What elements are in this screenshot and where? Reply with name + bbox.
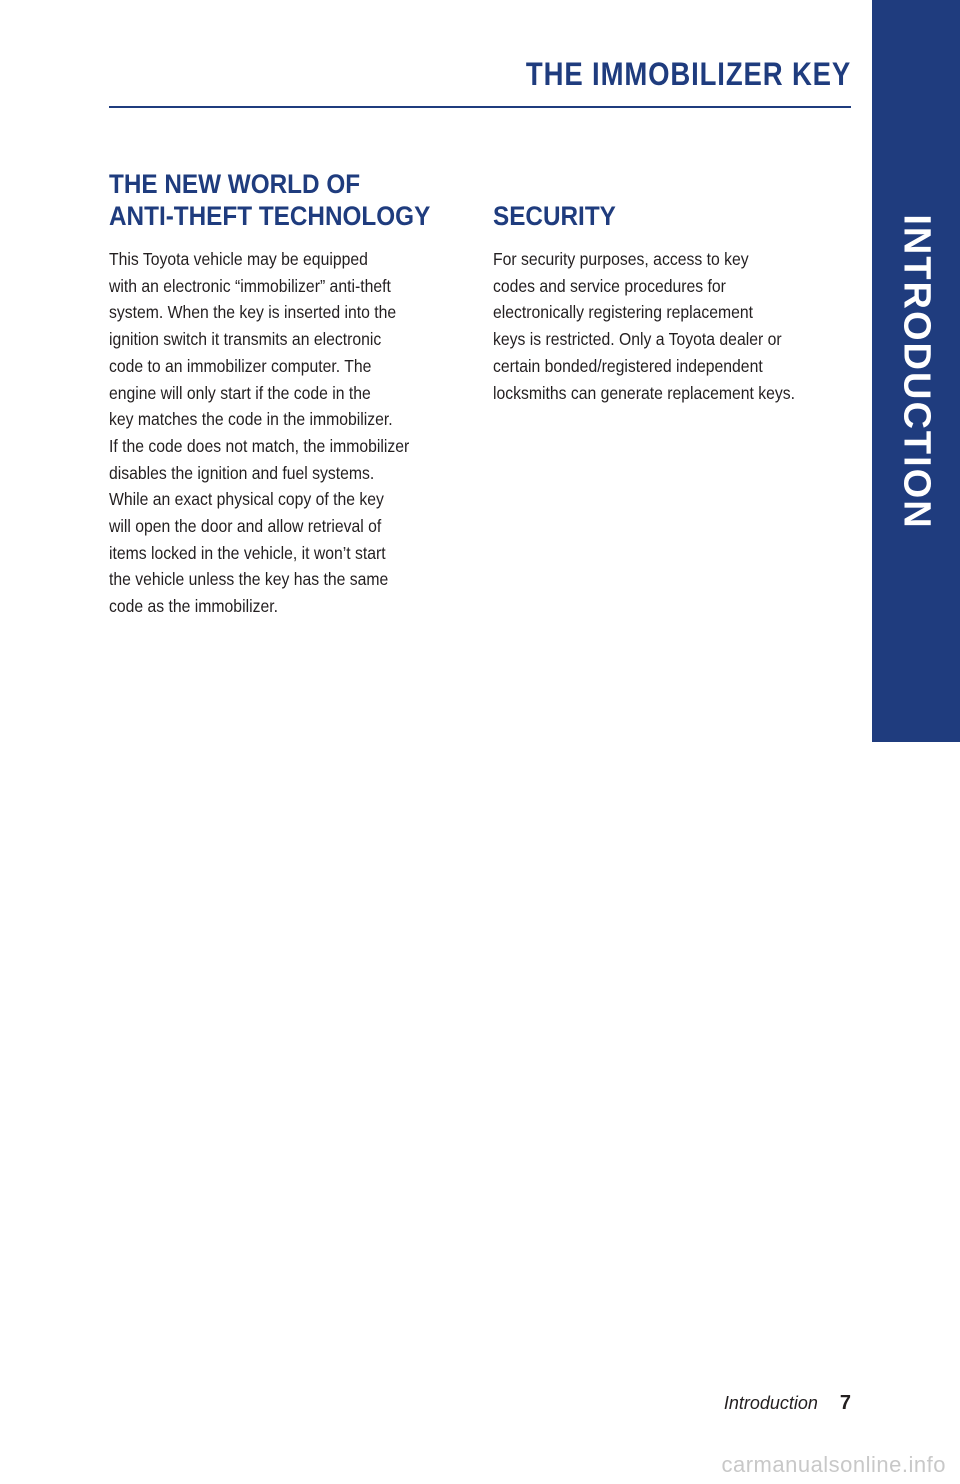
body-line: key matches the code in the immobilizer. <box>109 409 393 430</box>
body-line: If the code does not match, the immobilizer <box>109 435 410 456</box>
body-line: will open the door and allow retrieval of <box>109 516 382 537</box>
body-line: While an exact physical copy of the key <box>109 489 384 510</box>
heading-line: THE NEW WORLD OF <box>109 169 361 199</box>
header-divider <box>109 106 851 108</box>
body-line: code to an immobilizer computer. The <box>109 355 372 376</box>
watermark: carmanualsonline.info <box>721 1452 946 1477</box>
side-tab-introduction <box>872 0 960 742</box>
page-number: 7 <box>839 1392 851 1414</box>
body-line: with an electronic “immobilizer” anti-theft <box>109 275 391 296</box>
body-line: engine will only start if the code in the <box>109 382 371 403</box>
body-line: locksmiths can generate replacement keys. <box>493 382 796 403</box>
body-line: codes and service procedures for <box>493 275 726 296</box>
security-section <box>493 200 838 406</box>
heading-line: SECURITY <box>493 201 616 231</box>
side-tab-label: INTRODUCTION <box>895 214 938 530</box>
security-heading <box>493 200 804 232</box>
body-line: electronically registering replacement <box>493 302 754 323</box>
body-line: For security purposes, access to key <box>493 249 749 269</box>
anti-theft-heading <box>109 168 431 232</box>
body-line: disables the ignition and fuel systems. <box>109 462 375 483</box>
body-line: items locked in the vehicle, it won’t start <box>109 542 386 563</box>
body-line: keys is restricted. Only a Toyota dealer or <box>493 329 782 350</box>
anti-theft-body <box>109 246 454 620</box>
footer-section-name: Introduction <box>723 1393 818 1413</box>
body-line: This Toyota vehicle may be equipped <box>109 249 368 269</box>
page-footer <box>724 1392 851 1415</box>
heading-line: ANTI-THEFT TECHNOLOGY <box>109 201 431 231</box>
body-line: certain bonded/registered independent <box>493 355 763 376</box>
anti-theft-section <box>109 168 454 620</box>
body-line: the vehicle unless the key has the same <box>109 569 389 590</box>
body-line: code as the immobilizer. <box>109 596 278 617</box>
security-body <box>493 246 838 406</box>
body-line: ignition switch it transmits an electronic <box>109 329 382 350</box>
body-line: system. When the key is inserted into the <box>109 302 397 323</box>
page-title: THE IMMOBILIZER KEY <box>525 56 851 92</box>
